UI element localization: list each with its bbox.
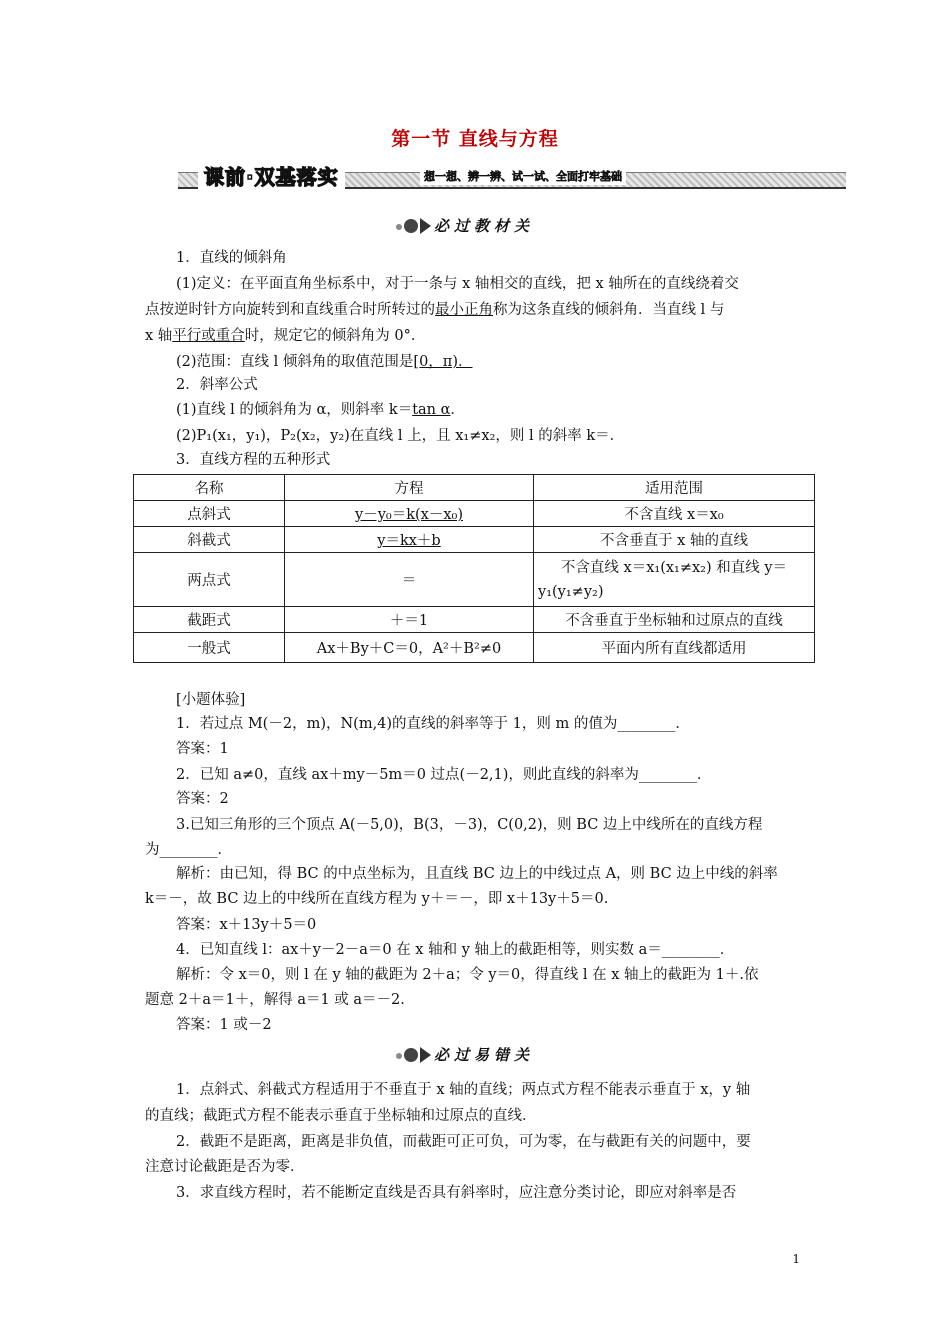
line-equation-table — [133, 474, 815, 663]
table-cell-range: 不含垂直于 x 轴的直线 — [534, 527, 815, 553]
section-header-label: 必过教材关 — [434, 217, 535, 235]
table-cell-range: 不含直线 x＝x₀ — [534, 501, 815, 527]
table-header-row — [134, 475, 815, 501]
text-line: 1．若过点 M(－2，m)，N(m,4)的直线的斜率等于 1，则 m 的值为________． — [176, 716, 690, 732]
text-line — [145, 326, 425, 346]
answer-underline: 最小正角 — [435, 302, 493, 318]
answer-underline: y－y₀＝k(x－x₀) — [355, 507, 463, 523]
answer-underline: 平行或重合 — [172, 328, 245, 344]
text-line: 答案：2 — [176, 791, 229, 807]
range-line: y₁(y₁≠y₂) — [538, 583, 604, 600]
answer-underline: y＝kx＋b — [377, 533, 441, 549]
text-line: 3．直线方程的五种形式 — [176, 452, 331, 468]
text-line: [小题体验] — [176, 692, 246, 708]
circle-icon — [404, 1048, 418, 1062]
table-cell-name: 斜截式 — [134, 527, 285, 553]
text-line: 1．点斜式、斜截式方程适用于不垂直于 x 轴的直线；两点式方程不能表示垂直于 x，y 轴 — [176, 1082, 751, 1098]
text-line: 答案：x＋13y＋5＝0 — [176, 917, 317, 933]
table-cell-name: 点斜式 — [134, 501, 285, 527]
text-line: 解析：令 x＝0，则 l 在 y 轴的截距为 2＋a；令 y＝0，得直线 l 在 x 轴上的截距为 1＋.依 — [176, 967, 759, 983]
text-line: 的直线；截距式方程不能表示垂直于坐标轴和过原点的直线． — [145, 1108, 537, 1124]
page-title: 第一节 直线与方程 — [391, 128, 559, 150]
table-row — [134, 607, 815, 633]
text-segment: 时，规定它的倾斜角为 0°． — [244, 328, 426, 344]
text-line — [176, 400, 465, 420]
banner-sub-text: 想一想、辨一辨、试一试、全面打牢基础 — [420, 169, 626, 185]
banner-main-text: 课前·双基落实 — [198, 163, 345, 191]
text-segment: 点按逆时针方向旋转到和直线重合时所转过的 — [145, 302, 435, 318]
text-line: 题意 2＋a＝1＋，解得 a＝1 或 a＝－2. — [145, 992, 405, 1008]
text-line: 答案：1 — [176, 741, 229, 757]
answer-underline: tan α — [412, 402, 451, 418]
table-cell-range: 平面内所有直线都适用 — [534, 633, 815, 663]
text-line — [145, 300, 724, 320]
section-banner — [178, 163, 846, 191]
page-number: 1 — [792, 1252, 800, 1266]
table-cell-equation: ＝ — [285, 553, 534, 607]
table-header: 适用范围 — [534, 475, 815, 501]
table-cell-equation: ＋＝1 — [285, 607, 534, 633]
text-line: 答案：1 或－2 — [176, 1017, 272, 1033]
table-cell-range: 不含垂直于坐标轴和过原点的直线 — [534, 607, 815, 633]
table-header: 方程 — [285, 475, 534, 501]
table-cell-range — [534, 553, 815, 607]
text-line: 注意讨论截距是否为零． — [145, 1159, 305, 1175]
text-line — [176, 352, 472, 372]
table-cell-name: 一般式 — [134, 633, 285, 663]
text-line: 3.已知三角形的三个顶点 A(－5,0)，B(3，－3)，C(0,2)，则 BC 边上中线所在的直线方程 — [176, 817, 763, 833]
arrow-right-icon — [420, 218, 431, 234]
arrow-right-icon — [420, 1047, 431, 1063]
text-segment: ． — [450, 402, 465, 418]
table-cell-equation — [285, 527, 534, 553]
table-header: 名称 — [134, 475, 285, 501]
text-line: 解析：由已知，得 BC 的中点坐标为，且直线 BC 边上的中线过点 A，则 BC 边上中线的斜率 — [176, 866, 778, 882]
text-segment: 称为这条直线的倾斜角．当直线 l 与 — [493, 302, 725, 318]
section-header-label: 必过易错关 — [434, 1046, 535, 1064]
text-line: (1)定义：在平面直角坐标系中，对于一条与 x 轴相交的直线，把 x 轴所在的直线绕着交 — [176, 276, 739, 292]
text-line: k＝－，故 BC 边上的中线所在直线方程为 y＋＝－，即 x＋13y＋5＝0. — [145, 891, 609, 907]
table-cell-name: 两点式 — [134, 553, 285, 607]
text-line: 2．截距不是距离，距离是非负值，而截距可正可负，可为零，在与截距有关的问题中，要 — [176, 1134, 751, 1150]
text-segment: x 轴 — [145, 328, 173, 344]
text-line: 为________． — [145, 842, 232, 858]
table-cell-equation: Ax＋By＋C＝0，A²＋B²≠0 — [285, 633, 534, 663]
text-line: 1．直线的倾斜角 — [176, 250, 287, 266]
dot-icon — [396, 224, 402, 230]
table-row — [134, 527, 815, 553]
text-line: 4．已知直线 l：ax＋y－2－a＝0 在 x 轴和 y 轴上的截距相等，则实数 a＝________． — [176, 942, 735, 958]
text-segment: (2)范围：直线 l 倾斜角的取值范围是 — [176, 354, 414, 370]
table-cell-name: 截距式 — [134, 607, 285, 633]
text-line: (2)P₁(x₁，y₁)，P₂(x₂，y₂)在直线 l 上，且 x₁≠x₂，则 l 的斜率 k＝． — [176, 428, 625, 444]
table-cell-equation — [285, 501, 534, 527]
table-row — [134, 633, 815, 663]
answer-underline: [0，π)． — [413, 354, 473, 370]
dot-icon — [396, 1053, 402, 1059]
text-line: 3．求直线方程时，若不能断定直线是否具有斜率时，应注意分类讨论，即应对斜率是否 — [176, 1185, 737, 1201]
text-line: 2．已知 a≠0，直线 ax＋my－5m＝0 过点(－2,1)，则此直线的斜率为________． — [176, 767, 712, 783]
circle-icon — [404, 219, 418, 233]
table-row — [134, 501, 815, 527]
table-row — [134, 553, 815, 607]
text-line: 2．斜率公式 — [176, 377, 258, 393]
range-line: 不含直线 x＝x₁(x₁≠x₂) 和直线 y＝ — [560, 559, 788, 576]
text-segment: (1)直线 l 的倾斜角为 α，则斜率 k＝ — [176, 402, 413, 418]
